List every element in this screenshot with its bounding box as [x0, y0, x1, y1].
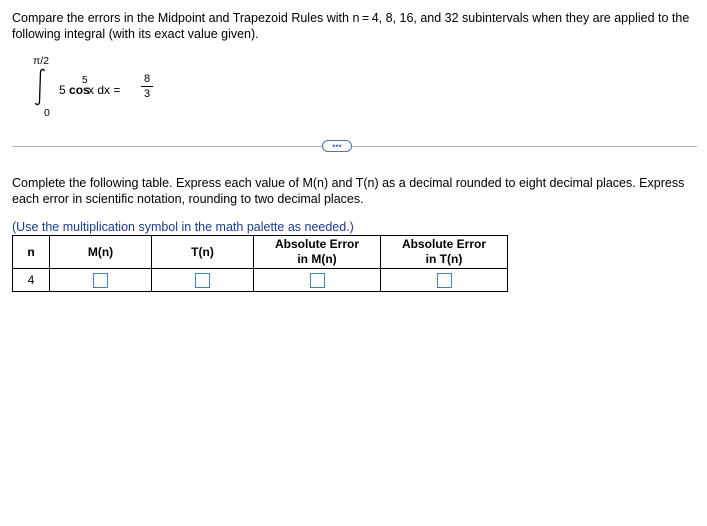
- answer-input-error-t[interactable]: [437, 273, 452, 288]
- result-numerator: 8: [143, 73, 151, 85]
- header-error-m-line1: Absolute Error: [274, 237, 359, 251]
- cell-n: 4: [13, 269, 50, 292]
- table-header-row: [13, 236, 508, 269]
- cell-error-m: [254, 269, 381, 292]
- answer-table: [12, 235, 508, 292]
- fraction-bar: [141, 86, 153, 87]
- instruction-text: Complete the following table. Express each value of M(n) and T(n) as a decimal rounded to eight decimal places. Express each error in scientific notation, rounding to two decimal places.: [12, 176, 685, 206]
- integrand-exponent: 5: [82, 75, 88, 86]
- cell-m: [50, 269, 152, 292]
- result-denominator: 3: [143, 88, 151, 100]
- header-error-t: [381, 236, 508, 269]
- integral-sign: [34, 68, 46, 109]
- table-row: [13, 269, 508, 292]
- header-error-t-line2: in T(n): [425, 252, 463, 266]
- palette-hint: (Use the multiplication symbol in the math palette as needed.): [12, 220, 354, 234]
- question-text: Compare the errors in the Midpoint and Trapezoid Rules with n = 4, 8, 16, and 32 subintervals when they are applied to the following integral (with its exact value given).: [12, 11, 690, 41]
- header-error-t-line1: Absolute Error: [401, 237, 486, 251]
- cell-t: [152, 269, 254, 292]
- header-t: T(n): [152, 236, 254, 269]
- header-n: n: [13, 236, 50, 269]
- integral-result-fraction: [141, 73, 153, 100]
- integral-sign-icon: [34, 68, 46, 106]
- integral-upper-limit: π/2: [33, 55, 50, 67]
- integrand-coefficient: 5: [59, 83, 66, 97]
- section-divider: [12, 146, 697, 147]
- answer-input-error-m[interactable]: [310, 273, 325, 288]
- header-error-m-line2: in M(n): [297, 252, 337, 266]
- integral-expression: [24, 55, 184, 120]
- answer-input-t[interactable]: [195, 273, 210, 288]
- expand-more-button[interactable]: •••: [322, 140, 352, 152]
- cell-error-t: [381, 269, 508, 292]
- header-error-m: [254, 236, 381, 269]
- integral-lower-limit: 0: [44, 107, 50, 119]
- answer-input-m[interactable]: [93, 273, 108, 288]
- header-m: M(n): [50, 236, 152, 269]
- integrand-variable: x dx =: [88, 83, 121, 97]
- integrand-function: cos: [69, 83, 90, 97]
